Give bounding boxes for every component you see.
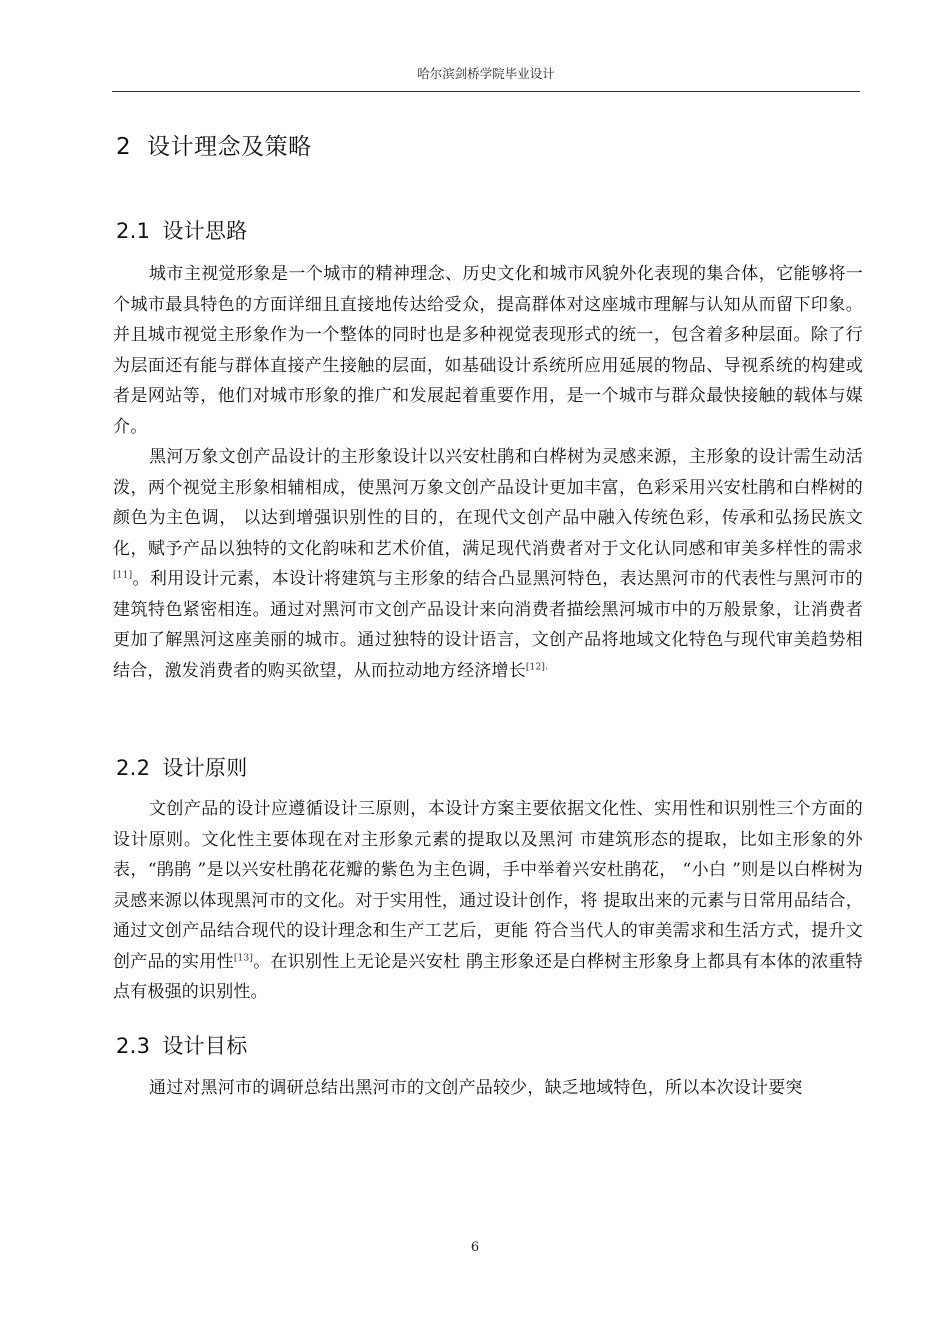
section-heading-2-3: [116, 1031, 248, 1061]
page-number: 6: [470, 1240, 480, 1255]
section-2-1-body: [113, 259, 863, 686]
section-heading-2-1: [116, 216, 248, 246]
paragraph-text: 文创产品的设计应遵循设计三原则，本设计方案主要依据文化性、实用性和识别性三个方面的设计原则。文化性主要体现在对主形象元素的提取以及黑河 市建筑形态的提取，比如主形象的外表，“鹃鹃 ”是以兴安杜鹃花花瓣的紫色为主色调，手中举着兴安杜鹃花， “小白 ”则是以白桦树为灵感来源以体现黑河市的文化。对于实用性，通过设计创作，将 提取出来的元素与日常用品结合，通过文创产品结合现代的设计理念和生产工艺后，更能 符合当代人的审美需求和生活方式，提升文创产品的实用性: [113, 799, 863, 972]
chapter-title-text: 设计理念及策略: [147, 134, 312, 160]
chapter-number: 2: [116, 134, 132, 160]
section-2-3-body: [113, 1073, 863, 1104]
section-number: 2.3: [116, 1034, 151, 1058]
section-title: 设计目标: [162, 1034, 248, 1058]
chapter-title: [116, 131, 312, 163]
paragraph-text: 。在识别性上无论是兴安杜 鹃主形象还是白桦树主形象身上都具有本体的浓重特点有极强的识别性。: [113, 951, 863, 1002]
paragraph: [113, 442, 863, 686]
paragraph: [113, 794, 863, 1008]
citation-marker: [13]: [233, 952, 254, 963]
page-header: [112, 64, 860, 92]
header-title: 哈尔滨剑桥学院毕业设计: [417, 66, 555, 81]
section-2-2-body: [113, 794, 863, 1008]
section-number: 2.1: [116, 219, 151, 243]
section-title: 设计思路: [162, 219, 248, 243]
section-title: 设计原则: [162, 756, 248, 780]
citation-marker: [11]: [113, 570, 133, 581]
paragraph-text: 。利用设计元素，本设计将建筑与主形象的结合凸显黑河特色，表达黑河市的代表性与黑河市的建筑特色紧密相连。通过对黑河市文创产品设计来向消费者描绘黑河城市中的万般景象，让消费者更加了解黑河这座美丽的城市。通过独特的设计语言，文创产品将地域文化特色与现代审美趋势相结合，激发消费者的购买欲望，从而拉动地方经济增长: [113, 569, 863, 681]
citation-marker: [12].: [525, 661, 549, 672]
section-heading-2-2: [116, 753, 248, 783]
section-number: 2.2: [116, 756, 151, 780]
paragraph-text: 黑河万象文创产品设计的主形象设计以兴安杜鹃和白桦树为灵感来源，主形象的设计需生动活泼，两个视觉主形象相辅相成，使黑河万象文创产品设计更加丰富，色彩采用兴安杜鹃和白桦树的颜色为主色调， 以达到增强识别性的目的，在现代文创产品中融入传统色彩，传承和弘扬民族文化，赋予产品以独特的文化韵味和艺术价值，满足现代消费者对于文化认同感和审美多样性的需求: [113, 447, 863, 559]
paragraph: 城市主视觉形象是一个城市的精神理念、历史文化和城市风貌外化表现的集合体，它能够将一个城市最具特色的方面详细且直接地传达给受众，提高群体对这座城市理解与认知从而留下印象。并且城市视觉主形象作为一个整体的同时也是多种视觉表现形式的统一，包含着多种层面。除了行为层面还有能与群体直接产生接触的层面，如基础设计系统所应用延展的物品、导视系统的构建或者是网站等，他们对城市形象的推广和发展起着重要作用，是一个城市与群众最快接触的载体与媒介。: [113, 264, 863, 437]
paragraph: 通过对黑河市的调研总结出黑河市的文创产品较少，缺乏地域特色，所以本次设计要突: [149, 1078, 803, 1098]
